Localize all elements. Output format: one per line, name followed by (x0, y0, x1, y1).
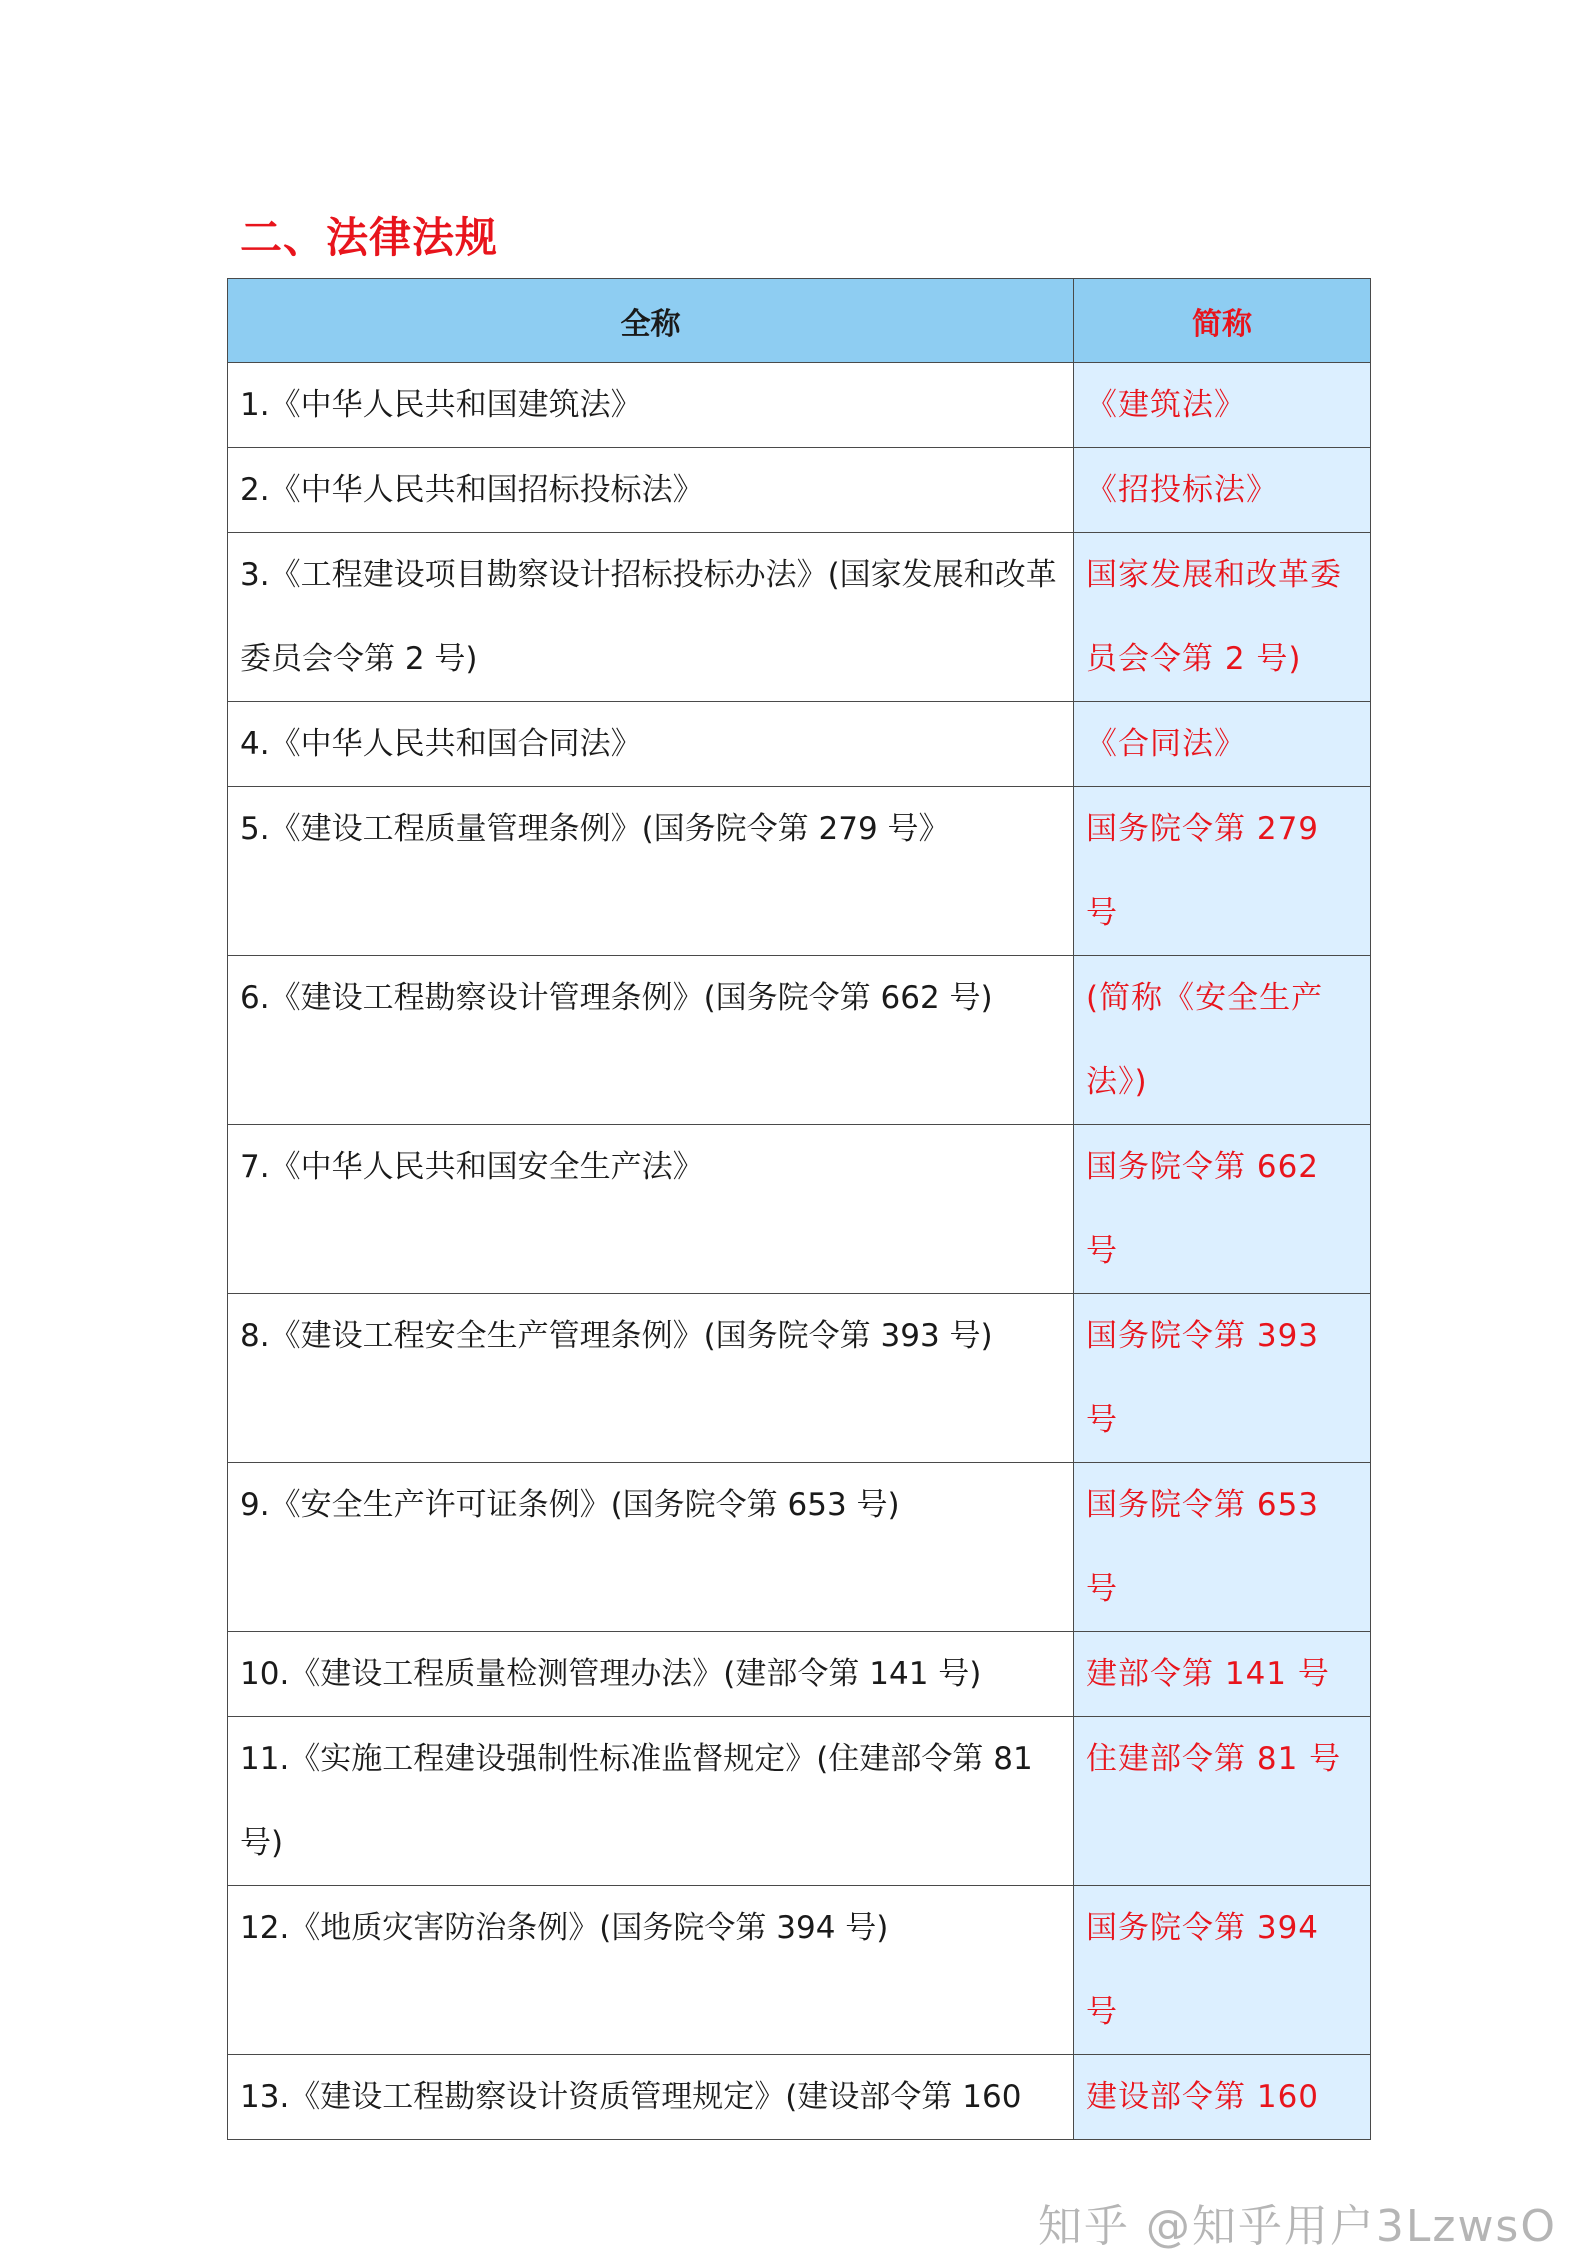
law-short-name: 住建部令第 81 号 (1074, 1717, 1371, 1886)
table-header-row (228, 279, 1371, 363)
table-row (228, 363, 1371, 448)
header-short-name: 简称 (1074, 279, 1371, 363)
law-full-name: 1.《中华人民共和国建筑法》 (228, 363, 1074, 448)
law-short-name: (简称《安全生产法》) (1074, 956, 1371, 1125)
watermark: 知乎 @知乎用户3LzwsO (1037, 2201, 1557, 2252)
section-title: 二、法律法规 (240, 213, 499, 262)
law-short-name: 国务院令第 393 号 (1074, 1294, 1371, 1463)
law-short-name: 《建筑法》 (1074, 363, 1371, 448)
law-short-name: 国务院令第 279 号 (1074, 787, 1371, 956)
law-short-name: 国务院令第 653 号 (1074, 1463, 1371, 1632)
laws-table (227, 278, 1371, 2140)
table-row (228, 956, 1371, 1125)
law-short-name: 《招投标法》 (1074, 448, 1371, 533)
law-short-name: 《合同法》 (1074, 702, 1371, 787)
table-row (228, 1886, 1371, 2055)
law-full-name: 13.《建设工程勘察设计资质管理规定》(建设部令第 160 (228, 2055, 1074, 2140)
law-full-name: 4.《中华人民共和国合同法》 (228, 702, 1074, 787)
table-row (228, 1463, 1371, 1632)
table-row (228, 1125, 1371, 1294)
law-short-name: 建部令第 141 号 (1074, 1632, 1371, 1717)
law-short-name: 国务院令第 662 号 (1074, 1125, 1371, 1294)
table-row (228, 533, 1371, 702)
table-row (228, 1632, 1371, 1717)
table-row (228, 448, 1371, 533)
law-full-name: 9.《安全生产许可证条例》(国务院令第 653 号) (228, 1463, 1074, 1632)
law-full-name: 6.《建设工程勘察设计管理条例》(国务院令第 662 号) (228, 956, 1074, 1125)
law-full-name: 7.《中华人民共和国安全生产法》 (228, 1125, 1074, 1294)
law-full-name: 11.《实施工程建设强制性标准监督规定》(住建部令第 81 号) (228, 1717, 1074, 1886)
law-full-name: 3.《工程建设项目勘察设计招标投标办法》(国家发展和改革委员会令第 2 号) (228, 533, 1074, 702)
table-row (228, 2055, 1371, 2140)
law-full-name: 12.《地质灾害防治条例》(国务院令第 394 号) (228, 1886, 1074, 2055)
law-full-name: 10.《建设工程质量检测管理办法》(建部令第 141 号) (228, 1632, 1074, 1717)
table-row (228, 702, 1371, 787)
table-row (228, 1717, 1371, 1886)
table-row (228, 1294, 1371, 1463)
law-short-name: 国家发展和改革委员会令第 2 号) (1074, 533, 1371, 702)
law-short-name: 国务院令第 394 号 (1074, 1886, 1371, 2055)
header-full-name: 全称 (228, 279, 1074, 363)
law-full-name: 5.《建设工程质量管理条例》(国务院令第 279 号》 (228, 787, 1074, 956)
table-row (228, 787, 1371, 956)
law-short-name: 建设部令第 160 (1074, 2055, 1371, 2140)
law-full-name: 8.《建设工程安全生产管理条例》(国务院令第 393 号) (228, 1294, 1074, 1463)
law-full-name: 2.《中华人民共和国招标投标法》 (228, 448, 1074, 533)
